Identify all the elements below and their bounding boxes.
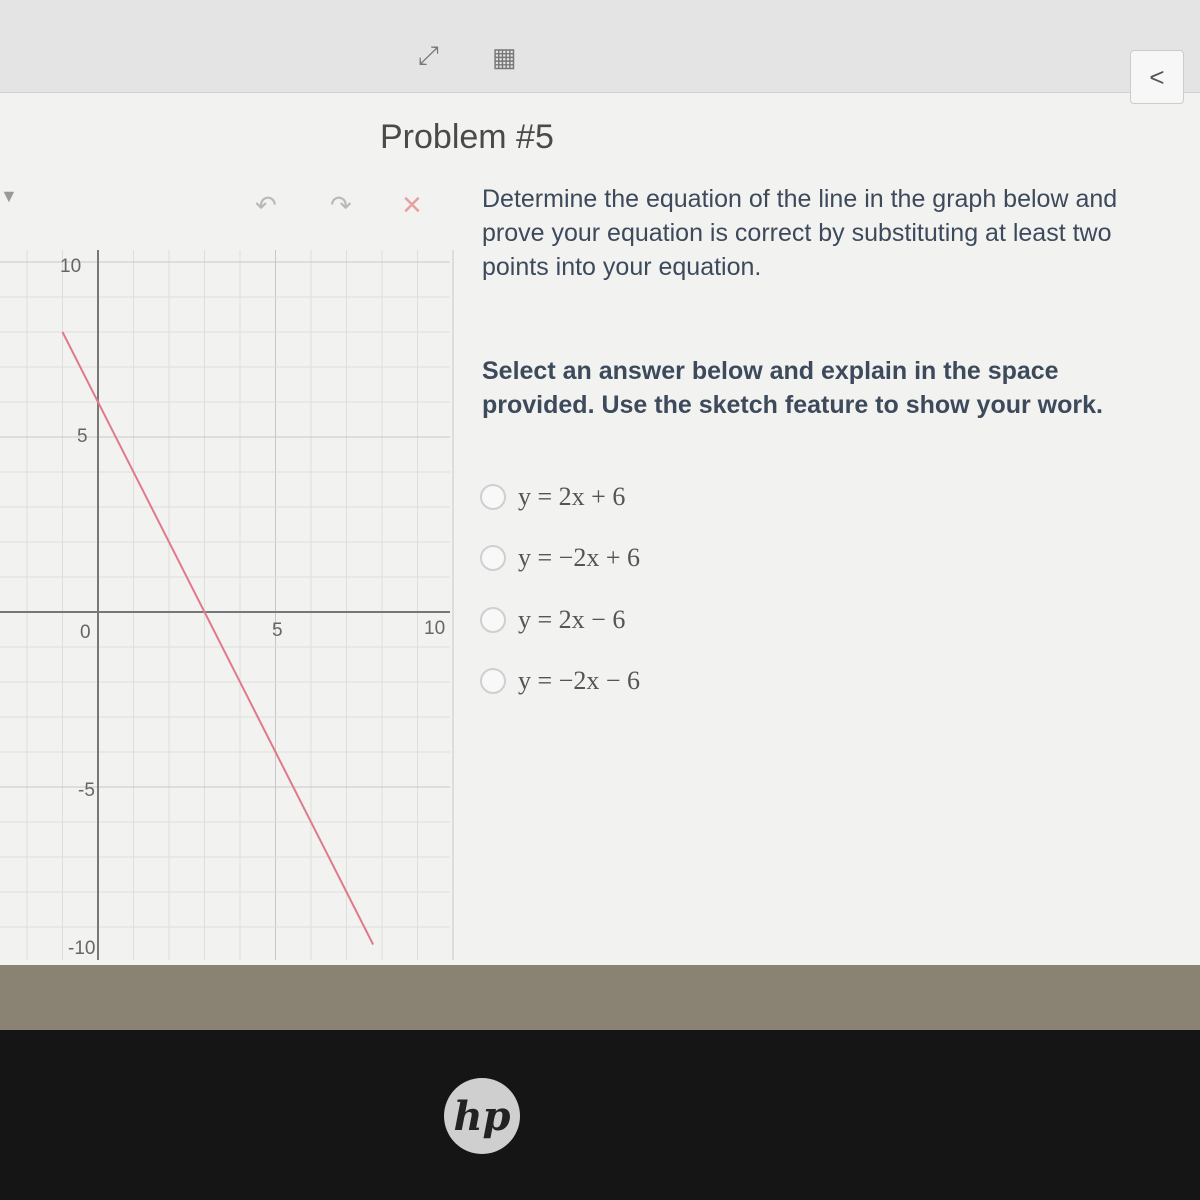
tick-label-y-neg-5: -5 <box>78 780 95 801</box>
dropdown-caret-icon[interactable]: ▼ <box>0 186 18 206</box>
graph-grid <box>0 250 453 960</box>
undo-icon[interactable]: ↶ <box>255 190 277 220</box>
fullscreen-icon[interactable]: ⤢ <box>418 40 439 70</box>
redo-icon[interactable]: ↷ <box>330 190 352 220</box>
choice-label: y = 2x + 6 <box>518 482 626 511</box>
tick-label-origin: 0 <box>80 622 91 643</box>
back-button[interactable] <box>1130 50 1184 104</box>
chevron-left-icon: < <box>1149 61 1165 92</box>
radio-button[interactable] <box>480 668 506 694</box>
answer-choice-1[interactable] <box>480 480 625 514</box>
choice-label: y = 2x − 6 <box>518 605 626 634</box>
laptop-bezel <box>0 1030 1200 1200</box>
coordinate-graph[interactable] <box>0 240 460 960</box>
answer-instruction: Select an answer below and explain in the space provided. Use the sketch feature to show your work. <box>482 357 1103 419</box>
tick-label-y-5: 5 <box>77 426 88 447</box>
answer-choice-2[interactable] <box>480 541 640 575</box>
choice-label: y = −2x − 6 <box>518 666 640 695</box>
choice-label: y = −2x + 6 <box>518 543 640 572</box>
plotted-line <box>63 332 374 945</box>
tick-label-y-10: 10 <box>60 256 82 277</box>
radio-button[interactable] <box>480 484 506 510</box>
answer-choice-3[interactable] <box>480 603 625 637</box>
problem-prompt: Determine the equation of the line in the graph below and prove your equation is correct by substituting at least two points into your equation. <box>482 185 1118 281</box>
calculator-icon[interactable]: ▦ <box>492 42 517 72</box>
radio-button[interactable] <box>480 545 506 571</box>
chromeos-shelf <box>0 965 1200 1030</box>
top-toolbar <box>0 0 1200 93</box>
hp-logo: hp <box>444 1078 520 1154</box>
tick-label-x-5: 5 <box>272 620 283 641</box>
answer-choice-4[interactable] <box>480 664 640 698</box>
clear-sketch-icon[interactable]: × <box>402 186 422 224</box>
problem-title: Problem #5 <box>380 118 554 156</box>
tick-label-x-10: 10 <box>424 618 446 639</box>
tick-label-y-neg-10: -10 <box>68 938 96 959</box>
radio-button[interactable] <box>480 607 506 633</box>
